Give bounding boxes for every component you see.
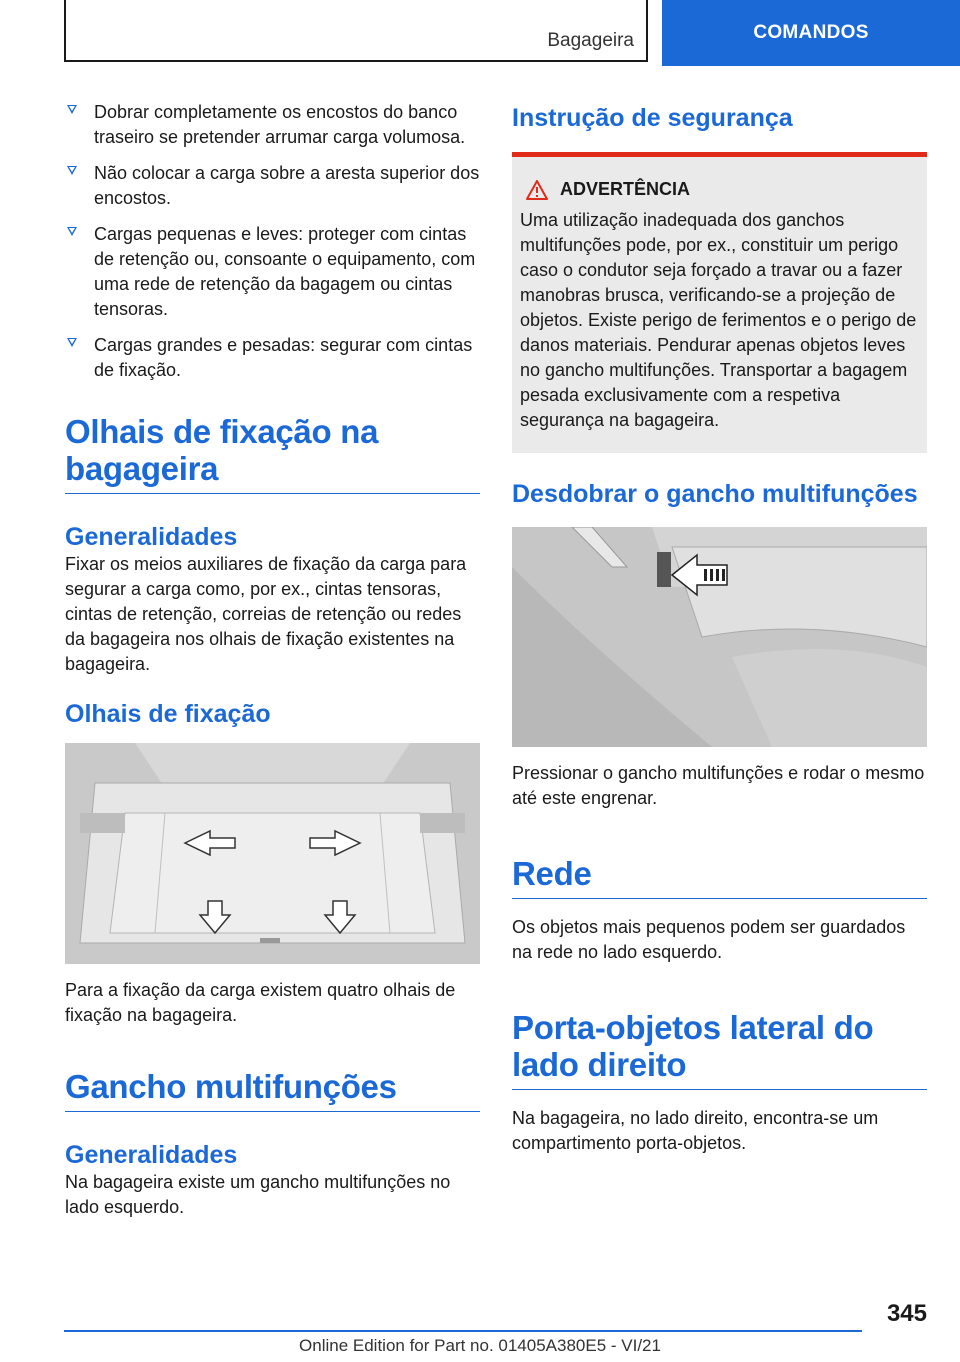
right-column xyxy=(512,103,927,1169)
header-chapter-tab xyxy=(662,0,960,66)
paragraph-generalidades: Fixar os meios auxiliares de fixação da carga para segurar a carga como, por ex., cintas tensoras, cintas de retenção, correias de retenção ou redes da bagageira nos olhais de fixação existentes na bagageira. xyxy=(65,554,467,674)
paragraph-porta-objetos: Na bagageira, no lado direito, encontra-se um compartimento porta-objetos. xyxy=(512,1108,879,1153)
trunk-illustration xyxy=(65,743,480,964)
warning-text: Uma utilização inadequada dos ganchos multifunções pode, por ex., constituir um perigo caso o condutor seja forçado a travar ou a fazer manobras brusca, verificando-se a projeção de objetos. Existe perigo de ferimentos e o perigo de danos materiais. Pendurar apenas objetos leves no gancho multifunções. Transportar a bagagem pesada exclusivamente com a respetiva segurança na bagageira. xyxy=(520,210,917,430)
list-item: Não colocar a carga sobre a aresta superior dos encostos. xyxy=(65,161,480,211)
heading-generalidades: Generalidades xyxy=(65,523,238,551)
paragraph-olhais: Para a fixação da carga existem quatro olhais de fixação na bagageira. xyxy=(65,980,456,1025)
page-number: 345 xyxy=(886,1300,927,1327)
footer-edition: Online Edition for Part no. 01405A380E5 - VI/21 xyxy=(299,1336,661,1355)
heading-porta-objetos: Porta-objetos lateral do lado direito xyxy=(512,1009,927,1090)
bullet-triangle-icon xyxy=(67,105,77,114)
heading-generalidades-2: Generalidades xyxy=(65,1141,238,1169)
bullet-triangle-icon xyxy=(67,166,77,175)
paragraph-desdobrar: Pressionar o gancho multifunções e rodar o mesmo até este engrenar. xyxy=(512,763,925,808)
trunk-tie-down-image xyxy=(65,743,480,964)
warning-box xyxy=(512,152,927,453)
heading-desdobrar-gancho: Desdobrar o gancho multifunções xyxy=(512,480,918,508)
multifunction-hook-image xyxy=(512,527,927,747)
heading-olhais-bagageira: Olhais de fixação na bagageira xyxy=(65,413,480,494)
heading-olhais-fixacao: Olhais de fixação xyxy=(65,700,271,728)
chapter-label: COMANDOS xyxy=(753,22,869,43)
list-item: Cargas grandes e pesadas: segurar com cintas de fixação. xyxy=(65,333,480,383)
warning-triangle-icon xyxy=(526,180,548,200)
footer-divider xyxy=(64,1330,862,1332)
bullet-triangle-icon xyxy=(67,227,77,236)
header-section-title: Bagageira xyxy=(547,30,634,51)
warning-heading xyxy=(520,179,919,200)
heading-rede: Rede xyxy=(512,855,927,899)
heading-instrucao-seguranca: Instrução de segurança xyxy=(512,104,793,132)
bullet-triangle-icon xyxy=(67,338,77,347)
list-item: Cargas pequenas e leves: proteger com cintas de retenção ou, consoante o equipamento, com uma rede de retenção da bagagem ou cintas tensoras. xyxy=(65,222,480,322)
list-item: Dobrar completamente os encostos do banco traseiro se pretender arrumar carga volumosa. xyxy=(65,100,480,150)
paragraph-rede: Os objetos mais pequenos podem ser guardados na rede no lado esquerdo. xyxy=(512,917,906,962)
left-column xyxy=(65,100,480,1233)
hook-illustration xyxy=(512,527,927,747)
heading-gancho-multifuncoes: Gancho multifunções xyxy=(65,1068,480,1112)
paragraph-generalidades-2: Na bagageira existe um gancho multifunções no lado esquerdo. xyxy=(65,1172,451,1217)
warning-title: ADVERTÊNCIA xyxy=(560,179,691,199)
bullet-list xyxy=(65,100,480,383)
